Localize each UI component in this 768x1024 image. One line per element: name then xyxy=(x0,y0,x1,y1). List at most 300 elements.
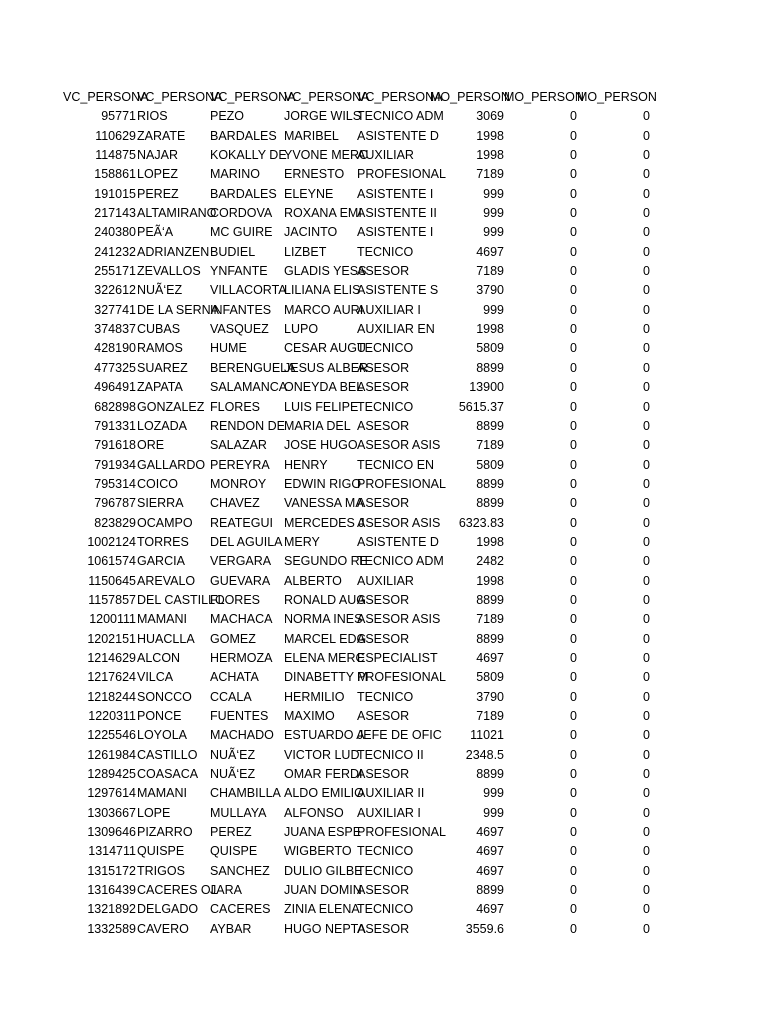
table-cell[interactable]: TECNICO xyxy=(357,844,414,859)
table-cell[interactable]: 0 xyxy=(570,631,577,646)
table-cell[interactable]: TECNICO xyxy=(357,902,414,917)
header-cell[interactable]: MO_PERSON xyxy=(430,90,510,104)
table-cell[interactable]: VILLACORTA xyxy=(210,283,287,298)
table-cell[interactable]: REATEGUI xyxy=(210,515,273,530)
table-cell[interactable]: 191015 xyxy=(94,186,136,201)
table-cell[interactable]: 5809 xyxy=(476,341,504,356)
table-cell[interactable]: TECNICO xyxy=(357,689,414,704)
table-cell[interactable]: DE LA SERNA xyxy=(137,302,219,317)
table-cell[interactable]: FLORES xyxy=(210,592,261,607)
table-cell[interactable]: HUACLLA xyxy=(137,631,195,646)
table-cell[interactable]: 0 xyxy=(570,863,577,878)
table-cell[interactable]: CCALA xyxy=(210,689,252,704)
table-cell[interactable]: 0 xyxy=(643,670,650,685)
table-cell[interactable]: CHAMBILLA xyxy=(210,786,281,801)
table-cell[interactable]: 0 xyxy=(570,322,577,337)
table-cell[interactable]: YNFANTE xyxy=(210,264,268,279)
table-cell[interactable]: 796787 xyxy=(94,496,136,511)
table-cell[interactable]: TECNICO xyxy=(357,863,414,878)
table-cell[interactable]: 496491 xyxy=(94,380,136,395)
table-cell[interactable]: 0 xyxy=(643,380,650,395)
table-cell[interactable]: 999 xyxy=(483,302,504,317)
table-cell[interactable]: AUXILIAR I xyxy=(357,805,421,820)
table-cell[interactable]: NUÃ‘EZ xyxy=(210,767,256,782)
table-cell[interactable]: 0 xyxy=(570,360,577,375)
table-cell[interactable]: 0 xyxy=(570,225,577,240)
table-cell[interactable]: TECNICO II xyxy=(357,747,424,762)
table-cell[interactable]: 0 xyxy=(643,767,650,782)
table-cell[interactable]: 1314711 xyxy=(88,844,136,859)
table-cell[interactable]: ONEYDA BEL xyxy=(284,380,364,395)
table-cell[interactable]: 1297614 xyxy=(87,786,136,801)
table-cell[interactable]: FUENTES xyxy=(210,709,269,723)
table-cell[interactable]: ASESOR xyxy=(357,631,410,646)
table-cell[interactable]: DEL CASTILLO xyxy=(137,592,225,607)
table-cell[interactable]: SIERRA xyxy=(137,496,184,511)
table-cell[interactable]: ASISTENTE S xyxy=(357,283,439,298)
table-cell[interactable]: 999 xyxy=(483,786,504,801)
table-cell[interactable]: 7189 xyxy=(476,167,504,182)
table-cell[interactable]: NAJAR xyxy=(137,148,178,163)
table-cell[interactable]: 241232 xyxy=(94,244,136,259)
table-cell[interactable]: 0 xyxy=(570,902,577,917)
table-cell[interactable]: CORDOVA xyxy=(210,206,273,221)
table-cell[interactable]: 0 xyxy=(643,883,650,898)
table-cell[interactable]: ASESOR ASIS xyxy=(357,612,441,627)
table-cell[interactable]: 0 xyxy=(643,786,650,801)
table-cell[interactable]: 0 xyxy=(570,805,577,820)
table-cell[interactable]: TECNICO ADM xyxy=(357,109,444,124)
table-cell[interactable]: 999 xyxy=(483,206,504,221)
table-cell[interactable]: JARA xyxy=(210,883,242,898)
table-cell[interactable]: PEREYRA xyxy=(210,457,270,472)
table-cell[interactable]: 0 xyxy=(643,148,650,163)
table-cell[interactable]: KOKALLY DE xyxy=(210,148,287,163)
table-cell[interactable]: 0 xyxy=(570,592,577,607)
table-cell[interactable]: ASISTENTE I xyxy=(357,225,434,240)
table-cell[interactable]: BUDIEL xyxy=(210,244,256,259)
table-cell[interactable]: 1218244 xyxy=(87,689,136,704)
table-cell[interactable]: INFANTES xyxy=(210,302,272,317)
table-cell[interactable]: ASISTENTE II xyxy=(357,206,437,221)
table-cell[interactable]: 0 xyxy=(643,902,650,917)
table-cell[interactable]: 1217624 xyxy=(87,670,136,685)
table-cell[interactable]: 1316439 xyxy=(87,883,136,898)
table-cell[interactable]: 7189 xyxy=(476,709,504,723)
table-cell[interactable]: 95771 xyxy=(101,109,136,124)
table-cell[interactable]: NUÃ‘EZ xyxy=(210,747,256,762)
table-cell[interactable]: MONROY xyxy=(210,476,267,491)
table-cell[interactable]: 0 xyxy=(570,476,577,491)
table-cell[interactable]: PEZO xyxy=(210,109,245,124)
table-cell[interactable]: ASESOR xyxy=(357,418,410,433)
table-cell[interactable]: 0 xyxy=(570,844,577,859)
table-cell[interactable]: VILCA xyxy=(137,670,174,685)
table-cell[interactable]: 110629 xyxy=(95,128,136,143)
table-cell[interactable]: PROFESIONAL xyxy=(357,825,446,840)
table-cell[interactable]: 8899 xyxy=(476,767,504,782)
table-cell[interactable]: RENDON DE xyxy=(210,418,286,433)
table-cell[interactable]: TECNICO EN xyxy=(357,457,435,472)
table-cell[interactable]: LOPE xyxy=(137,805,171,820)
table-cell[interactable]: 217143 xyxy=(94,206,136,221)
table-cell[interactable]: 5809 xyxy=(476,457,504,472)
table-cell[interactable]: ASESOR xyxy=(357,883,410,898)
table-cell[interactable]: 4697 xyxy=(476,825,504,840)
table-cell[interactable]: ESPECIALIST xyxy=(357,650,438,665)
table-cell[interactable]: 6323.83 xyxy=(458,515,504,530)
table-cell[interactable]: 4697 xyxy=(476,902,504,917)
table-cell[interactable]: 0 xyxy=(643,921,650,936)
table-cell[interactable]: GLADIS YESS xyxy=(284,264,367,279)
table-cell[interactable]: 7189 xyxy=(476,264,504,279)
table-cell[interactable]: ALCON xyxy=(137,650,181,665)
table-cell[interactable]: 3790 xyxy=(476,283,504,298)
table-cell[interactable]: 999 xyxy=(483,225,504,240)
table-cell[interactable]: AUXILIAR II xyxy=(357,786,425,801)
table-cell[interactable]: TORRES xyxy=(137,534,189,549)
table-cell[interactable]: 8899 xyxy=(476,496,504,511)
table-cell[interactable]: 0 xyxy=(570,747,577,762)
table-cell[interactable]: CESAR AUGU xyxy=(284,341,366,356)
table-cell[interactable]: RAMOS xyxy=(137,341,183,356)
table-cell[interactable]: 795314 xyxy=(94,476,136,491)
table-cell[interactable]: TECNICO xyxy=(357,399,414,414)
table-cell[interactable]: 13900 xyxy=(469,380,504,395)
table-cell[interactable]: 0 xyxy=(570,883,577,898)
table-cell[interactable]: NORMA INES xyxy=(284,612,363,627)
header-cell[interactable]: VC_PERSONA xyxy=(210,90,296,104)
table-cell[interactable]: CAVERO xyxy=(137,921,189,936)
table-cell[interactable]: VANESSA MA xyxy=(284,496,364,511)
table-cell[interactable]: CUBAS xyxy=(137,322,181,337)
table-cell[interactable]: 0 xyxy=(570,650,577,665)
table-cell[interactable]: AYBAR xyxy=(210,921,252,936)
table-cell[interactable]: MARIA DEL xyxy=(284,418,351,433)
table-cell[interactable]: ASESOR xyxy=(357,709,410,723)
table-cell[interactable]: 8899 xyxy=(476,360,504,375)
table-cell[interactable]: 1315172 xyxy=(87,863,136,878)
table-cell[interactable]: 0 xyxy=(643,863,650,878)
table-cell[interactable]: MARINO xyxy=(210,167,260,182)
table-cell[interactable]: JACINTO xyxy=(284,225,338,240)
table-cell[interactable]: 1200111 xyxy=(89,612,136,627)
table-cell[interactable]: 5809 xyxy=(476,670,504,685)
table-cell[interactable]: 3559.6 xyxy=(465,921,504,936)
table-cell[interactable]: ORE xyxy=(137,438,165,453)
table-cell[interactable]: 1289425 xyxy=(87,767,136,782)
table-cell[interactable]: 327741 xyxy=(94,302,136,317)
table-cell[interactable]: 1150645 xyxy=(88,573,136,588)
table-cell[interactable]: 0 xyxy=(643,689,650,704)
table-cell[interactable]: 0 xyxy=(643,650,650,665)
table-cell[interactable]: 823829 xyxy=(94,515,136,530)
table-cell[interactable]: ZAPATA xyxy=(137,380,183,395)
table-cell[interactable]: ELEYNE xyxy=(284,186,334,201)
table-cell[interactable]: CACERES OL xyxy=(137,883,218,898)
table-cell[interactable]: LOPEZ xyxy=(137,167,178,182)
table-cell[interactable]: 477325 xyxy=(94,360,136,375)
table-cell[interactable]: 0 xyxy=(570,206,577,221)
table-cell[interactable]: 0 xyxy=(643,399,650,414)
table-cell[interactable]: ASISTENTE D xyxy=(357,128,439,143)
table-cell[interactable]: 0 xyxy=(570,786,577,801)
table-cell[interactable]: ASESOR xyxy=(357,264,410,279)
table-cell[interactable]: 4697 xyxy=(476,650,504,665)
table-cell[interactable]: ASESOR xyxy=(357,592,410,607)
table-cell[interactable]: 0 xyxy=(570,496,577,511)
table-cell[interactable]: 1157857 xyxy=(88,592,136,607)
table-cell[interactable]: HERMILIO xyxy=(284,689,345,704)
table-cell[interactable]: 999 xyxy=(483,186,504,201)
table-cell[interactable]: 0 xyxy=(570,380,577,395)
table-cell[interactable]: 0 xyxy=(570,128,577,143)
table-cell[interactable]: JUANA ESPE xyxy=(284,825,362,840)
header-cell[interactable]: MO_PERSON xyxy=(504,90,584,104)
table-cell[interactable]: 4697 xyxy=(476,244,504,259)
table-cell[interactable]: 255171 xyxy=(94,264,136,279)
table-cell[interactable]: AUXILIAR EN xyxy=(357,322,435,337)
table-cell[interactable]: MERCEDES J xyxy=(284,515,365,530)
table-cell[interactable]: COASACA xyxy=(137,767,199,782)
table-cell[interactable]: 1061574 xyxy=(87,554,136,569)
table-cell[interactable]: 999 xyxy=(483,805,504,820)
table-cell[interactable]: 0 xyxy=(570,689,577,704)
table-cell[interactable]: QUISPE xyxy=(137,844,185,859)
table-cell[interactable]: 0 xyxy=(570,341,577,356)
table-cell[interactable]: ASESOR xyxy=(357,767,410,782)
table-cell[interactable]: 0 xyxy=(643,709,650,723)
table-cell[interactable]: 0 xyxy=(643,825,650,840)
table-cell[interactable]: 428190 xyxy=(94,341,136,356)
table-cell[interactable]: ASISTENTE D xyxy=(357,534,439,549)
table-cell[interactable]: LUIS FELIPE xyxy=(284,399,359,414)
table-cell[interactable]: 1332589 xyxy=(87,921,136,936)
table-cell[interactable]: 0 xyxy=(570,457,577,472)
table-cell[interactable]: 1261984 xyxy=(87,747,136,762)
table-cell[interactable]: ACHATA xyxy=(210,670,259,685)
table-cell[interactable]: RONALD AUG xyxy=(284,592,366,607)
table-cell[interactable]: MARCEL EDG xyxy=(284,631,367,646)
header-cell[interactable]: VC_PERSONA xyxy=(284,90,370,104)
table-cell[interactable]: JUAN DOMIN xyxy=(284,883,362,898)
table-cell[interactable]: YVONE MERC xyxy=(284,148,369,163)
table-cell[interactable]: 0 xyxy=(570,921,577,936)
table-cell[interactable]: 0 xyxy=(643,592,650,607)
table-cell[interactable]: MARCO AURI xyxy=(284,302,364,317)
table-cell[interactable]: 1998 xyxy=(476,128,504,143)
table-cell[interactable]: WIGBERTO xyxy=(284,844,352,859)
table-cell[interactable]: CHAVEZ xyxy=(210,496,260,511)
table-cell[interactable]: ZARATE xyxy=(137,128,186,143)
table-cell[interactable]: 322612 xyxy=(94,283,136,298)
table-cell[interactable]: 0 xyxy=(570,186,577,201)
table-cell[interactable]: TECNICO xyxy=(357,341,414,356)
table-cell[interactable]: 8899 xyxy=(476,883,504,898)
table-cell[interactable]: 1002124 xyxy=(87,534,136,549)
table-cell[interactable]: 1998 xyxy=(476,534,504,549)
table-cell[interactable]: 0 xyxy=(570,148,577,163)
table-cell[interactable]: AREVALO xyxy=(137,573,196,588)
table-cell[interactable]: SONCCO xyxy=(137,689,192,704)
table-cell[interactable]: HERMOZA xyxy=(210,650,273,665)
table-cell[interactable]: ASESOR ASIS xyxy=(357,438,441,453)
table-cell[interactable]: GONZALEZ xyxy=(137,399,205,414)
table-cell[interactable]: DULIO GILBE xyxy=(284,863,363,878)
table-cell[interactable]: 1998 xyxy=(476,148,504,163)
table-cell[interactable]: 0 xyxy=(570,612,577,627)
table-cell[interactable]: 0 xyxy=(570,109,577,124)
table-cell[interactable]: 0 xyxy=(643,264,650,279)
table-cell[interactable]: PIZARRO xyxy=(137,825,193,840)
table-cell[interactable]: 0 xyxy=(570,244,577,259)
table-cell[interactable]: 0 xyxy=(643,302,650,317)
table-cell[interactable]: AUXILIAR I xyxy=(357,302,421,317)
table-cell[interactable]: QUISPE xyxy=(210,844,258,859)
table-cell[interactable]: 0 xyxy=(570,264,577,279)
table-cell[interactable]: 682898 xyxy=(94,399,136,414)
table-cell[interactable]: ELENA MERC xyxy=(284,650,365,665)
table-cell[interactable]: OMAR FERDI xyxy=(284,767,363,782)
table-cell[interactable]: 0 xyxy=(570,825,577,840)
table-cell[interactable]: 1998 xyxy=(476,322,504,337)
table-cell[interactable]: 0 xyxy=(643,534,650,549)
table-cell[interactable]: 8899 xyxy=(476,631,504,646)
table-cell[interactable]: 4697 xyxy=(476,863,504,878)
table-cell[interactable]: ASISTENTE I xyxy=(357,186,434,201)
table-cell[interactable]: 0 xyxy=(643,109,650,124)
table-cell[interactable]: 0 xyxy=(643,283,650,298)
table-cell[interactable]: 0 xyxy=(570,399,577,414)
table-cell[interactable]: ALBERTO xyxy=(284,573,342,588)
header-cell[interactable]: MO_PERSON xyxy=(577,90,657,104)
table-cell[interactable]: GUEVARA xyxy=(210,573,271,588)
table-cell[interactable]: 0 xyxy=(643,360,650,375)
table-cell[interactable]: 791331 xyxy=(94,418,136,433)
table-cell[interactable]: BARDALES xyxy=(210,128,277,143)
table-cell[interactable]: 1309646 xyxy=(87,825,136,840)
table-cell[interactable]: 0 xyxy=(643,573,650,588)
table-cell[interactable]: COICO xyxy=(137,476,178,491)
table-cell[interactable]: GARCIA xyxy=(137,554,185,569)
table-cell[interactable]: 1998 xyxy=(476,573,504,588)
table-cell[interactable]: 0 xyxy=(570,534,577,549)
header-cell[interactable]: VC_PERSONA xyxy=(137,90,223,104)
table-cell[interactable]: PEÃ‘A xyxy=(137,225,174,240)
table-cell[interactable]: DELGADO xyxy=(137,902,199,917)
table-cell[interactable]: SANCHEZ xyxy=(210,863,270,878)
table-cell[interactable]: 0 xyxy=(643,418,650,433)
table-cell[interactable]: LOZADA xyxy=(137,418,188,433)
table-cell[interactable]: 0 xyxy=(643,554,650,569)
table-cell[interactable]: ASESOR xyxy=(357,496,410,511)
table-cell[interactable]: LIZBET xyxy=(284,244,327,259)
table-cell[interactable]: PROFESIONAL xyxy=(357,670,446,685)
table-cell[interactable]: ERNESTO xyxy=(284,167,345,182)
table-cell[interactable]: NUÃ‘EZ xyxy=(137,283,183,298)
table-cell[interactable]: 0 xyxy=(643,438,650,453)
table-cell[interactable]: MACHACA xyxy=(210,612,273,627)
table-cell[interactable]: 8899 xyxy=(476,418,504,433)
table-cell[interactable]: ASESOR xyxy=(357,921,410,936)
table-cell[interactable]: 158861 xyxy=(94,167,136,182)
table-cell[interactable]: MAMANI xyxy=(137,612,187,627)
table-cell[interactable]: GOMEZ xyxy=(210,631,256,646)
table-cell[interactable]: HUGO NEPTA xyxy=(284,921,366,936)
table-cell[interactable]: LILIANA ELIS xyxy=(284,283,361,298)
table-cell[interactable]: 1202151 xyxy=(87,631,136,646)
table-cell[interactable]: 3069 xyxy=(476,109,504,124)
table-cell[interactable]: 0 xyxy=(643,844,650,859)
table-cell[interactable]: ASESOR xyxy=(357,380,410,395)
table-cell[interactable]: 0 xyxy=(643,225,650,240)
table-cell[interactable]: 0 xyxy=(643,244,650,259)
table-cell[interactable]: 0 xyxy=(643,341,650,356)
table-cell[interactable]: 0 xyxy=(570,438,577,453)
table-cell[interactable]: ZINIA ELENA xyxy=(284,902,360,917)
table-cell[interactable]: 1321892 xyxy=(87,902,136,917)
table-cell[interactable]: 791618 xyxy=(94,438,136,453)
table-cell[interactable]: PEREZ xyxy=(210,825,252,840)
table-cell[interactable]: 0 xyxy=(643,206,650,221)
table-cell[interactable]: MERY xyxy=(284,534,320,549)
table-cell[interactable]: 0 xyxy=(643,728,650,743)
table-cell[interactable]: ALDO EMILIO xyxy=(284,786,364,801)
header-cell[interactable]: VC_PERSONA xyxy=(357,90,443,104)
table-cell[interactable]: 0 xyxy=(570,728,577,743)
table-cell[interactable]: ASESOR ASIS xyxy=(357,515,441,530)
table-cell[interactable]: 8899 xyxy=(476,592,504,607)
table-cell[interactable]: 0 xyxy=(643,496,650,511)
table-cell[interactable]: 0 xyxy=(643,631,650,646)
table-cell[interactable]: PONCE xyxy=(137,709,182,723)
table-cell[interactable]: 0 xyxy=(643,747,650,762)
table-cell[interactable]: PEREZ xyxy=(137,186,179,201)
table-cell[interactable]: 0 xyxy=(570,554,577,569)
table-cell[interactable]: PROFESIONAL xyxy=(357,167,446,182)
table-cell[interactable]: EDWIN RIGO xyxy=(284,476,362,491)
table-cell[interactable]: MULLAYA xyxy=(210,805,267,820)
table-cell[interactable]: ALTAMIRANO xyxy=(137,206,217,221)
table-cell[interactable]: 7189 xyxy=(476,438,504,453)
table-cell[interactable]: ESTUARDO A xyxy=(284,728,365,743)
table-cell[interactable]: ADRIANZEN xyxy=(137,244,210,259)
table-cell[interactable]: 1225546 xyxy=(87,728,136,743)
table-cell[interactable]: 0 xyxy=(570,709,577,723)
table-cell[interactable]: DINABETTY M xyxy=(284,670,368,685)
table-cell[interactable]: SALAMANCA xyxy=(210,380,288,395)
table-cell[interactable]: 0 xyxy=(643,457,650,472)
table-cell[interactable]: 3790 xyxy=(476,689,504,704)
table-cell[interactable]: 0 xyxy=(570,573,577,588)
table-cell[interactable]: TECNICO ADM xyxy=(357,554,444,569)
table-cell[interactable]: 791934 xyxy=(94,457,136,472)
table-cell[interactable]: MAXIMO xyxy=(284,709,335,723)
table-cell[interactable]: LOYOLA xyxy=(137,728,188,743)
table-cell[interactable]: 1303667 xyxy=(87,805,136,820)
table-cell[interactable]: BERENGUELA xyxy=(210,360,296,375)
table-cell[interactable]: 0 xyxy=(643,322,650,337)
table-cell[interactable]: 1214629 xyxy=(87,650,136,665)
table-cell[interactable]: 4697 xyxy=(476,844,504,859)
table-cell[interactable]: SALAZAR xyxy=(210,438,267,453)
table-cell[interactable]: TRIGOS xyxy=(137,863,185,878)
table-cell[interactable]: 374837 xyxy=(94,322,136,337)
table-cell[interactable]: CACERES xyxy=(210,902,271,917)
table-cell[interactable]: VICTOR LUD xyxy=(284,747,360,762)
table-cell[interactable]: 0 xyxy=(570,302,577,317)
table-cell[interactable]: 7189 xyxy=(476,612,504,627)
